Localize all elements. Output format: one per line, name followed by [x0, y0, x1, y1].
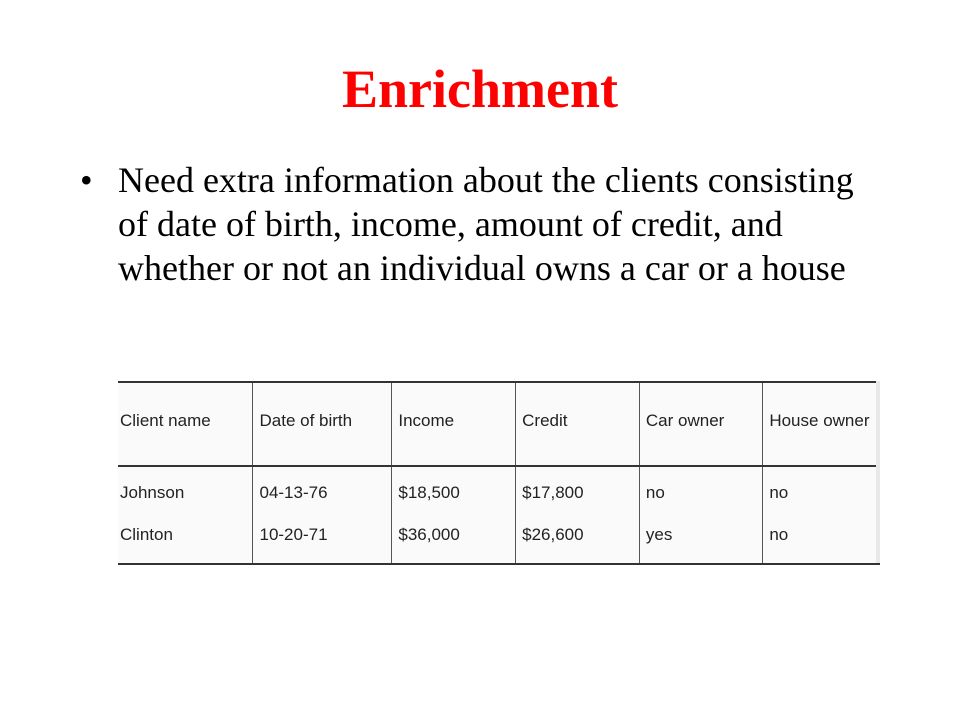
column-header-car-owner: Car owner	[639, 382, 762, 466]
table-cell: no	[763, 466, 880, 513]
client-table-figure	[118, 381, 880, 563]
column-header-client-name: Client name	[118, 382, 253, 466]
client-table	[118, 381, 880, 565]
table-header-row	[118, 382, 880, 466]
slide-title: Enrichment	[342, 59, 618, 119]
bullet-dot-icon: •	[80, 160, 93, 200]
table-cell: Johnson	[120, 483, 185, 502]
column-header-income: Income	[392, 382, 516, 466]
table-cell: $36,000	[392, 513, 516, 564]
table-row	[118, 466, 880, 513]
table-cell: $18,500	[392, 466, 516, 513]
table-cell: Clinton	[118, 513, 253, 564]
table-cell: no	[763, 513, 880, 564]
bullet-text: Need extra information about the clients consisting of date of birth, income, amount of credit, and whether or not an individual owns a car or a house	[118, 160, 854, 288]
column-header-date-of-birth: Date of birth	[253, 382, 392, 466]
column-header-house-owner: House owner	[763, 382, 880, 466]
column-header-credit: Credit	[516, 382, 640, 466]
table-cell: no	[639, 466, 762, 513]
table-cell: 10-20-71	[253, 513, 392, 564]
bullet-item	[80, 158, 880, 290]
table-row	[118, 513, 880, 564]
table-cell: $17,800	[516, 466, 640, 513]
table-cell: 04-13-76	[253, 466, 392, 513]
scan-edge	[876, 381, 880, 563]
table-cell: yes	[639, 513, 762, 564]
table-cell: $26,600	[516, 513, 640, 564]
